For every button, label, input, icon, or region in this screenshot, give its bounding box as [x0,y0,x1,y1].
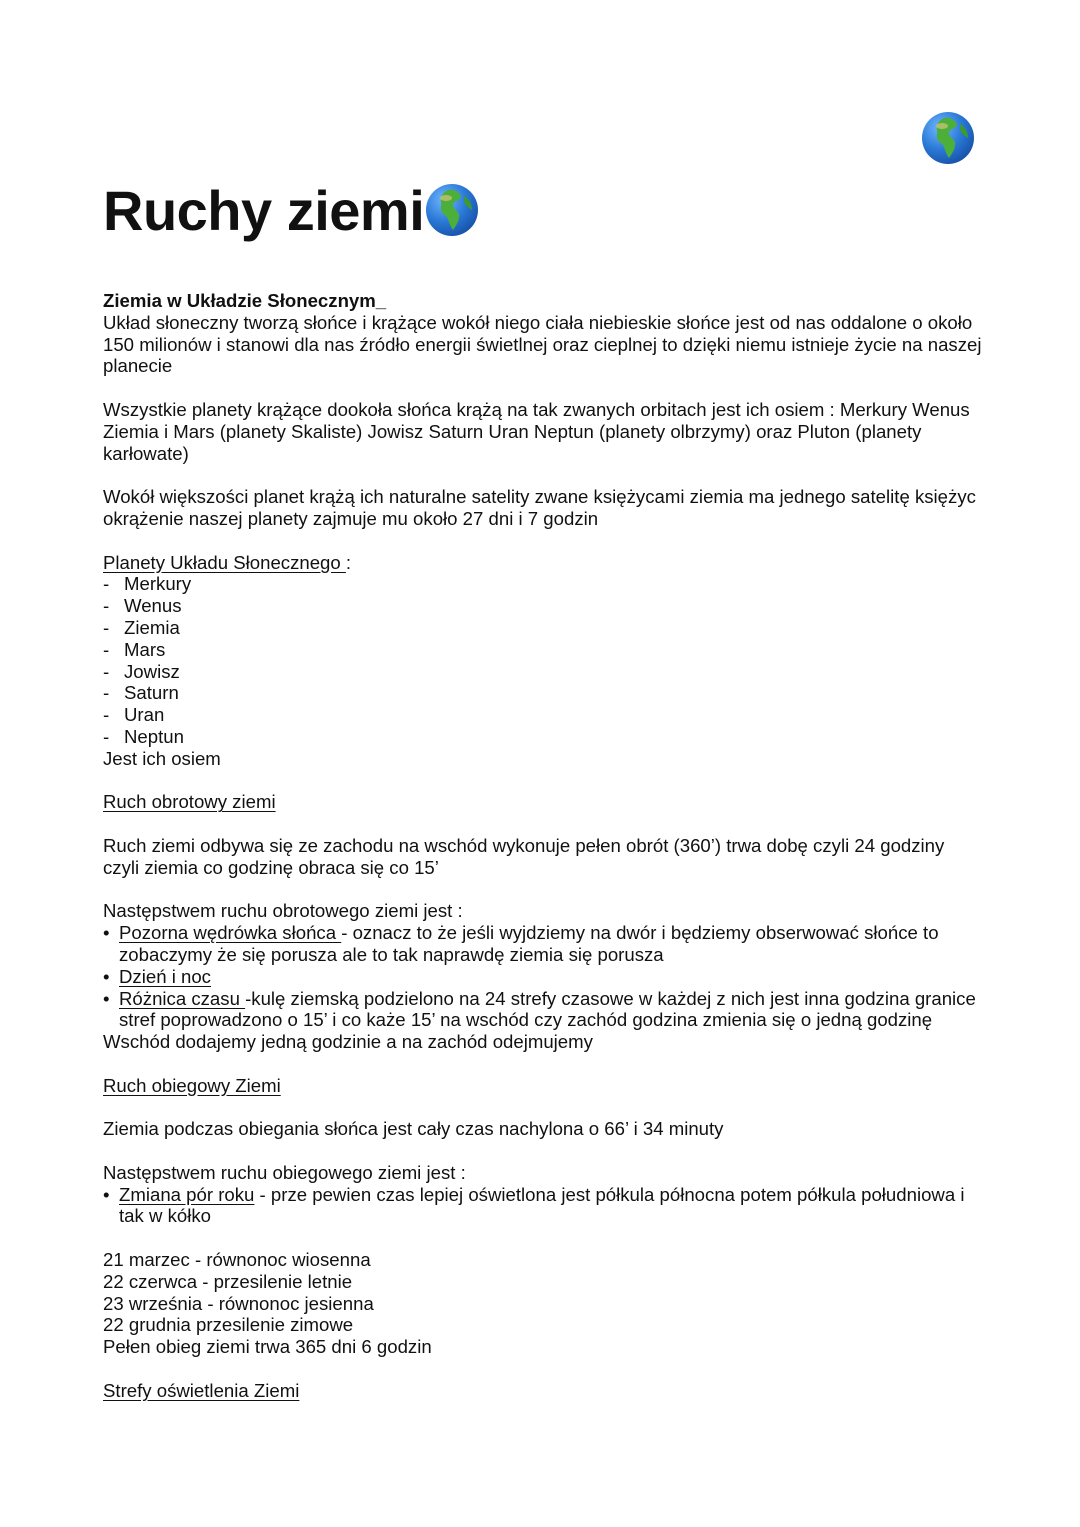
list-item: - Mars [103,639,983,661]
section-heading: Ziemia w Układzie Słonecznym_ [103,290,387,311]
planets-list [103,573,983,747]
section-heading: Strefy oświetlenia Ziemi [103,1379,300,1401]
list-item: - Ziemia [103,617,983,639]
revolution-list [103,1184,983,1228]
list-item: • Pozorna wędrówka słońca - oznacz to że jeśli wyjdziemy na dwór i będziemy obserwować słońce to zobaczymy że się porusza ale to tak naprawdę ziemia się porusza [103,922,983,966]
paragraph: Następstwem ruchu obiegowego ziemi jest : [103,1161,466,1183]
list-item: • Różnica czasu -kulę ziemską podzielono na 24 strefy czasowe w każdej z nich jest inna godzina granice stref poprowadzono o 15’ i co każe 15’ na wschód czy zachód godzina zmienia się o jedną godzinę [103,988,983,1032]
list-item: - Merkury [103,573,983,595]
globe-icon [922,112,974,164]
paragraph: Wszystkie planety krążące dookoła słońca krążą na tak zwanych orbitach jest ich osiem : Merkury Wenus Ziemia i Mars (planety Skaliste) Jowisz Saturn Uran Neptun (planety olbrzymy) oraz Pluton (planety karłowate) [103,398,970,464]
rotation-list [103,922,983,1031]
globe-icon [426,184,478,236]
paragraph: Wokół większości planet krążą ich naturalne satelity zwane księżycami ziemia ma jednego satelitę księżyc okrążenie naszej planety zajmuje mu około 27 dni i 7 godzin [103,486,976,529]
page-title: Ruchy ziemi [103,178,478,244]
paragraph: Następstwem ruchu obrotowego ziemi jest : [103,900,463,922]
list-item: - Jowisz [103,661,983,683]
paragraph: Ruch ziemi odbywa się ze zachodu na wschód wykonuje pełen obrót (360’) trwa dobę czyli 24 godziny czyli ziemia co godzinę obraca się co 15’ [103,834,945,878]
planets-heading: Planety Układu Słonecznego : [103,551,352,573]
paragraph: Pełen obieg ziemi trwa 365 dni 6 godzin [103,1336,432,1358]
paragraph: Układ słoneczny tworzą słońce i krążące wokół niego ciała niebieskie słońce jest od nas oddalone o około 150 milionów i stanowi dla nas źródło energii świetlnej oraz cieplnej to dzięki niemu istnieje życie na naszej planecie [103,311,982,377]
list-item: • Zmiana pór roku - prze pewien czas lepiej oświetlona jest półkula północna potem półkula południowa i tak w kółko [103,1184,983,1228]
list-item: - Neptun [103,726,983,748]
date-line: 22 czerwca - przesilenie letnie [103,1270,353,1292]
list-item: - Uran [103,704,983,726]
section-heading: Ruch obrotowy ziemi [103,791,276,813]
section-heading: Ruch obiegowy Ziemi [103,1074,281,1096]
list-item: - Wenus [103,595,983,617]
list-item: - Saturn [103,682,983,704]
list-item: • Dzień i noc [103,966,983,988]
date-line: 23 września - równonoc jesienna [103,1292,374,1314]
paragraph: Wschód dodajemy jedną godzinie a na zachód odejmujemy [103,1031,593,1053]
paragraph: Jest ich osiem [103,747,221,769]
date-line: 22 grudnia przesilenie zimowe [103,1314,354,1336]
paragraph: Ziemia podczas obiegania słońca jest cały czas nachylona o 66’ i 34 minuty [103,1118,724,1140]
document-body [103,290,983,1402]
date-line: 21 marzec - równonoc wiosenna [103,1249,371,1271]
